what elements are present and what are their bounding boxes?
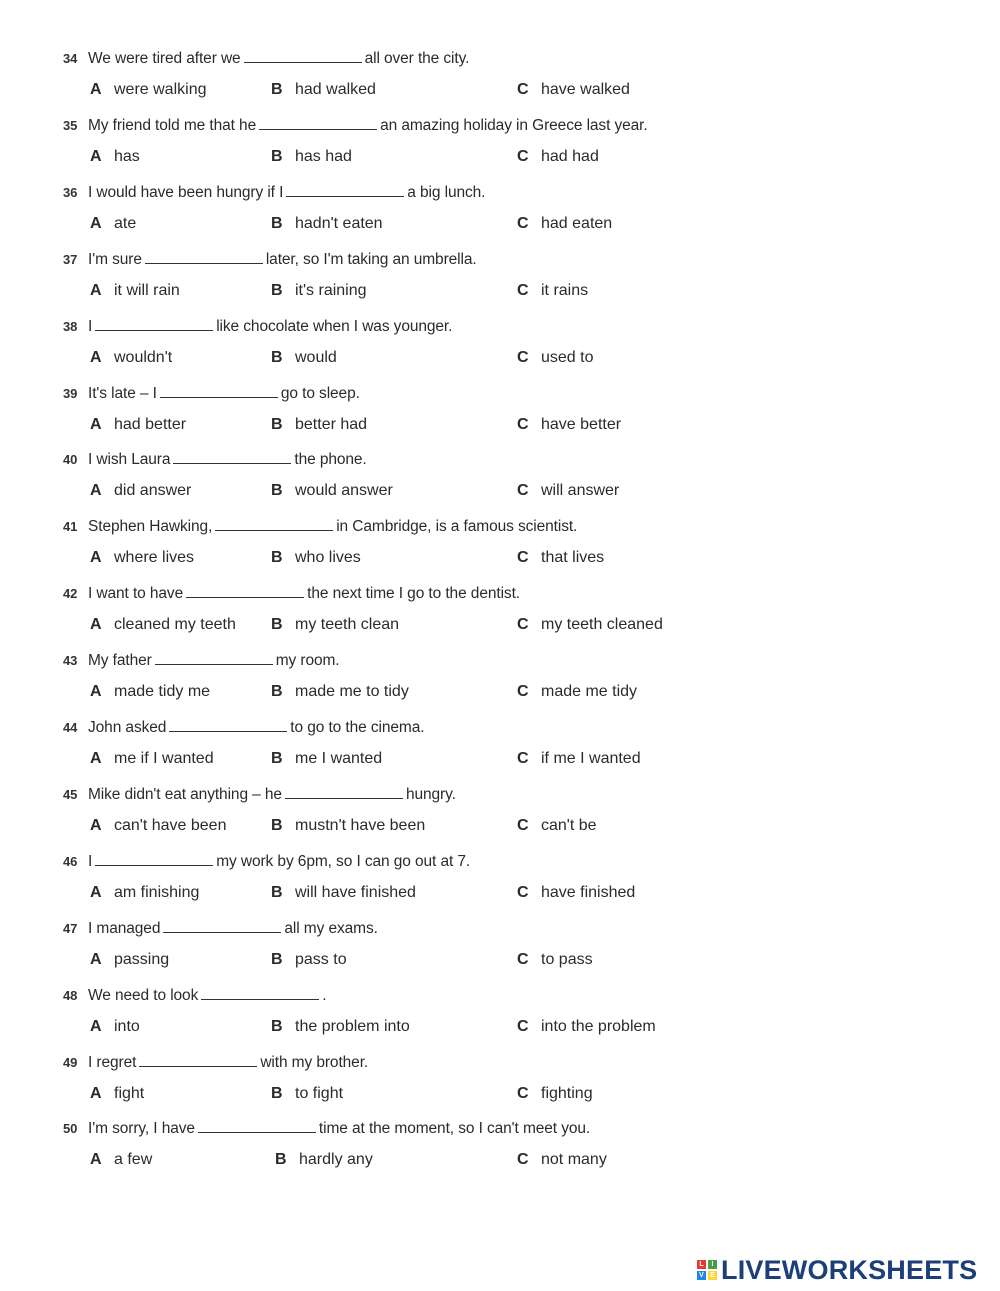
option-b[interactable] bbox=[271, 683, 409, 701]
option-c[interactable] bbox=[517, 215, 612, 233]
question-46 bbox=[63, 851, 470, 871]
option-letter: B bbox=[271, 415, 283, 433]
option-text: had had bbox=[541, 147, 599, 165]
option-letter: A bbox=[90, 950, 102, 968]
option-letter: C bbox=[517, 816, 529, 834]
question-text-after: to go to the cinema. bbox=[290, 719, 425, 736]
question-43 bbox=[63, 650, 340, 670]
option-b[interactable] bbox=[271, 817, 425, 835]
question-text-after: the next time I go to the dentist. bbox=[307, 585, 520, 603]
option-text: into bbox=[114, 1017, 140, 1035]
option-text: not many bbox=[541, 1151, 607, 1169]
question-text-after: in Cambridge, is a famous scientist. bbox=[336, 518, 578, 536]
option-letter: B bbox=[275, 1151, 287, 1169]
question-37 bbox=[63, 249, 477, 269]
question-text-before: I bbox=[88, 317, 93, 335]
question-number: 37 bbox=[63, 251, 78, 267]
option-letter: C bbox=[517, 348, 529, 366]
question-text-before: It's late – I bbox=[88, 384, 157, 402]
option-text: has had bbox=[295, 147, 352, 165]
option-text: me I wanted bbox=[295, 750, 383, 767]
option-c[interactable] bbox=[517, 349, 593, 367]
option-text: the problem into bbox=[295, 1017, 410, 1035]
option-letter: B bbox=[271, 147, 283, 165]
question-number: 46 bbox=[63, 853, 78, 869]
answer-blank[interactable] bbox=[286, 182, 404, 197]
option-a[interactable] bbox=[90, 1085, 144, 1103]
question-number: 35 bbox=[63, 117, 78, 133]
option-text: am finishing bbox=[114, 883, 200, 901]
option-c[interactable] bbox=[517, 616, 663, 634]
question-text-after: all over the city. bbox=[364, 50, 470, 67]
logo-text: LIVEWORKSHEETS bbox=[721, 1254, 978, 1285]
question-text-after: my room. bbox=[275, 652, 340, 670]
option-letter: C bbox=[517, 1017, 529, 1035]
option-text: fighting bbox=[541, 1084, 593, 1102]
option-letter: B bbox=[271, 1084, 283, 1102]
option-letter: C bbox=[517, 883, 529, 901]
question-number: 44 bbox=[63, 720, 78, 735]
question-number: 36 bbox=[63, 184, 78, 200]
option-text: can't have been bbox=[114, 816, 227, 834]
question-text-before: Stephen Hawking, bbox=[88, 518, 213, 536]
option-letter: B bbox=[271, 616, 283, 634]
option-a[interactable] bbox=[90, 148, 140, 166]
option-letter: C bbox=[517, 750, 529, 767]
option-a[interactable] bbox=[90, 416, 186, 434]
answer-blank[interactable] bbox=[160, 383, 278, 398]
option-letter: C bbox=[517, 281, 529, 299]
question-number: 41 bbox=[63, 519, 78, 535]
option-a[interactable] bbox=[90, 482, 191, 500]
logo-cell: E bbox=[708, 1271, 717, 1280]
question-number: 45 bbox=[63, 786, 78, 802]
question-text-after: like chocolate when I was younger. bbox=[216, 317, 453, 335]
question-text-before: I bbox=[88, 852, 93, 870]
question-44 bbox=[63, 717, 424, 737]
option-c[interactable] bbox=[517, 282, 588, 300]
question-number: 42 bbox=[63, 586, 78, 602]
option-text: had walked bbox=[295, 81, 376, 98]
option-text: it's raining bbox=[295, 281, 367, 299]
option-text: to pass bbox=[541, 950, 593, 968]
option-a[interactable] bbox=[90, 951, 169, 969]
question-34 bbox=[63, 48, 469, 68]
question-text-after: all my exams. bbox=[284, 919, 378, 937]
option-b[interactable] bbox=[271, 416, 367, 434]
option-text: made me to tidy bbox=[295, 683, 409, 701]
question-text-before: I'm sorry, I have bbox=[88, 1120, 195, 1138]
question-number: 38 bbox=[63, 318, 78, 334]
logo-cell: V bbox=[697, 1271, 706, 1280]
option-c[interactable] bbox=[517, 148, 599, 166]
question-text-after: with my brother. bbox=[260, 1053, 369, 1071]
option-c[interactable] bbox=[517, 1085, 593, 1103]
option-text: made tidy me bbox=[114, 683, 211, 701]
question-number: 48 bbox=[63, 987, 78, 1003]
question-40 bbox=[63, 449, 367, 469]
answer-blank[interactable] bbox=[163, 918, 281, 933]
option-letter: A bbox=[90, 348, 102, 366]
option-a[interactable] bbox=[90, 683, 210, 701]
option-letter: C bbox=[517, 950, 529, 968]
question-text-before: I want to have bbox=[88, 585, 184, 603]
option-b[interactable] bbox=[271, 215, 383, 233]
option-a[interactable] bbox=[90, 349, 172, 367]
answer-blank[interactable] bbox=[215, 516, 333, 531]
option-text: mustn't have been bbox=[295, 816, 426, 834]
option-letter: C bbox=[517, 482, 529, 500]
option-b[interactable] bbox=[271, 1085, 343, 1103]
option-a[interactable] bbox=[90, 817, 226, 835]
answer-blank[interactable] bbox=[95, 316, 213, 331]
option-text: were walking bbox=[114, 81, 207, 98]
option-text: have walked bbox=[541, 81, 630, 98]
logo-icon bbox=[697, 1260, 717, 1280]
option-text: wouldn't bbox=[114, 348, 173, 366]
option-a[interactable] bbox=[90, 1151, 152, 1169]
option-letter: A bbox=[90, 147, 102, 165]
answer-blank[interactable] bbox=[201, 985, 319, 1000]
answer-blank[interactable] bbox=[244, 48, 362, 63]
option-c[interactable] bbox=[517, 817, 597, 835]
option-b[interactable] bbox=[271, 349, 337, 367]
option-c[interactable] bbox=[517, 683, 637, 701]
answer-blank[interactable] bbox=[169, 717, 287, 732]
option-letter: A bbox=[90, 883, 102, 901]
option-b[interactable] bbox=[271, 1018, 410, 1036]
answer-blank[interactable] bbox=[285, 784, 403, 799]
option-a[interactable] bbox=[90, 616, 236, 634]
option-letter: C bbox=[517, 1084, 529, 1102]
option-text: has bbox=[114, 147, 140, 165]
option-b[interactable] bbox=[271, 951, 347, 969]
option-letter: B bbox=[271, 750, 283, 767]
option-letter: C bbox=[517, 81, 529, 98]
option-letter: A bbox=[90, 683, 102, 701]
option-letter: A bbox=[90, 1017, 102, 1035]
liveworksheets-logo bbox=[697, 1256, 977, 1284]
option-letter: B bbox=[271, 549, 283, 567]
question-50 bbox=[63, 1118, 590, 1138]
question-text-before: We need to look bbox=[88, 986, 199, 1004]
option-b[interactable] bbox=[271, 482, 393, 500]
answer-blank[interactable] bbox=[155, 650, 273, 665]
option-b[interactable] bbox=[271, 148, 352, 166]
option-b[interactable] bbox=[271, 616, 399, 634]
question-text-before: I wish Laura bbox=[88, 451, 171, 469]
option-a[interactable] bbox=[90, 549, 194, 567]
logo-cell: L bbox=[697, 1260, 706, 1269]
option-letter: A bbox=[90, 281, 102, 299]
option-c[interactable] bbox=[517, 1018, 656, 1036]
question-text-after: . bbox=[322, 986, 327, 1004]
question-text-after: a big lunch. bbox=[407, 183, 486, 201]
option-a[interactable] bbox=[90, 1018, 140, 1036]
option-text: ate bbox=[114, 214, 137, 232]
option-c[interactable] bbox=[517, 951, 593, 969]
option-a[interactable] bbox=[90, 282, 180, 300]
option-text: hadn't eaten bbox=[295, 214, 383, 232]
question-text-before: I managed bbox=[88, 919, 161, 937]
question-42 bbox=[63, 583, 520, 603]
option-b[interactable] bbox=[271, 884, 416, 902]
option-letter: A bbox=[90, 816, 102, 834]
option-text: hardly any bbox=[299, 1151, 373, 1169]
option-text: did answer bbox=[114, 482, 192, 500]
option-letter: A bbox=[90, 482, 102, 500]
answer-blank[interactable] bbox=[145, 249, 263, 264]
option-b[interactable] bbox=[275, 1151, 373, 1169]
option-b[interactable] bbox=[271, 81, 376, 99]
answer-blank[interactable] bbox=[173, 449, 291, 464]
answer-blank[interactable] bbox=[259, 115, 377, 130]
option-text: it will rain bbox=[114, 281, 180, 299]
option-text: have finished bbox=[541, 883, 636, 901]
question-text-before: I regret bbox=[88, 1053, 137, 1071]
option-letter: A bbox=[90, 1151, 102, 1169]
question-47 bbox=[63, 918, 378, 938]
option-letter: C bbox=[517, 214, 529, 232]
question-text-after: hungry. bbox=[405, 785, 456, 803]
option-b[interactable] bbox=[271, 549, 361, 567]
option-letter: A bbox=[90, 415, 102, 433]
option-text: me if I wanted bbox=[114, 750, 214, 767]
question-49 bbox=[63, 1052, 368, 1072]
question-text-before: John asked bbox=[88, 719, 167, 736]
option-text: who lives bbox=[295, 549, 361, 567]
option-letter: C bbox=[517, 1151, 529, 1169]
question-text-after: my work by 6pm, so I can go out at 7. bbox=[216, 852, 471, 870]
option-c[interactable] bbox=[517, 81, 630, 99]
question-text-before: My friend told me that he bbox=[88, 116, 257, 134]
question-35 bbox=[63, 115, 648, 135]
option-letter: A bbox=[90, 549, 102, 567]
option-letter: B bbox=[271, 81, 283, 98]
option-letter: B bbox=[271, 348, 283, 366]
option-c[interactable] bbox=[517, 482, 619, 500]
option-text: will have finished bbox=[295, 883, 416, 901]
option-letter: A bbox=[90, 81, 102, 98]
question-number: 47 bbox=[63, 920, 78, 936]
logo-cell: I bbox=[708, 1260, 717, 1269]
question-text-after: an amazing holiday in Greece last year. bbox=[380, 116, 648, 134]
option-text: to fight bbox=[295, 1084, 344, 1102]
option-a[interactable] bbox=[90, 750, 214, 768]
option-c[interactable] bbox=[517, 1151, 607, 1169]
option-letter: C bbox=[517, 147, 529, 165]
option-text: made me tidy bbox=[541, 683, 638, 701]
option-text: will answer bbox=[541, 482, 620, 500]
question-text-after: the phone. bbox=[294, 451, 367, 469]
question-38 bbox=[63, 316, 452, 336]
option-text: that lives bbox=[541, 549, 605, 567]
question-number: 40 bbox=[63, 452, 78, 468]
option-letter: C bbox=[517, 415, 529, 433]
option-letter: B bbox=[271, 816, 283, 834]
option-a[interactable] bbox=[90, 215, 136, 233]
option-text: my teeth cleaned bbox=[541, 616, 663, 634]
option-letter: B bbox=[271, 482, 283, 500]
option-letter: B bbox=[271, 950, 283, 968]
option-letter: A bbox=[90, 616, 102, 634]
answer-blank[interactable] bbox=[139, 1052, 257, 1067]
option-c[interactable] bbox=[517, 416, 621, 434]
option-text: have better bbox=[541, 415, 622, 433]
option-text: a few bbox=[114, 1151, 153, 1169]
option-text: passing bbox=[114, 950, 170, 968]
option-letter: C bbox=[517, 549, 529, 567]
option-text: used to bbox=[541, 348, 594, 366]
option-text: into the problem bbox=[541, 1017, 656, 1035]
question-number: 43 bbox=[63, 653, 78, 669]
option-c[interactable] bbox=[517, 750, 641, 768]
option-letter: B bbox=[271, 214, 283, 232]
option-text: had better bbox=[114, 415, 187, 433]
answer-blank[interactable] bbox=[95, 851, 213, 866]
option-letter: C bbox=[517, 616, 529, 634]
option-letter: B bbox=[271, 683, 283, 701]
option-a[interactable] bbox=[90, 81, 206, 99]
option-text: cleaned my teeth bbox=[114, 616, 236, 634]
option-text: better had bbox=[295, 415, 368, 433]
question-number: 39 bbox=[63, 385, 78, 401]
question-45 bbox=[63, 784, 456, 804]
question-36 bbox=[63, 182, 485, 202]
option-b[interactable] bbox=[271, 282, 367, 300]
question-text-after: go to sleep. bbox=[280, 384, 360, 402]
option-letter: B bbox=[271, 883, 283, 901]
option-c[interactable] bbox=[517, 884, 635, 902]
question-39 bbox=[63, 383, 360, 403]
question-text-after: time at the moment, so I can't meet you. bbox=[318, 1120, 591, 1138]
question-48 bbox=[63, 985, 326, 1005]
option-letter: C bbox=[517, 683, 529, 701]
option-b[interactable] bbox=[271, 750, 382, 768]
option-text: had eaten bbox=[541, 214, 613, 232]
option-text: would bbox=[295, 348, 337, 366]
option-letter: B bbox=[271, 1017, 283, 1035]
option-text: fight bbox=[114, 1084, 145, 1102]
option-letter: A bbox=[90, 1084, 102, 1102]
option-text: can't be bbox=[541, 816, 597, 834]
answer-blank[interactable] bbox=[198, 1118, 316, 1133]
question-number: 49 bbox=[63, 1054, 78, 1070]
option-a[interactable] bbox=[90, 884, 199, 902]
question-text-before: We were tired after we bbox=[88, 50, 241, 67]
question-text-before: I'm sure bbox=[88, 250, 142, 268]
question-text-before: Mike didn't eat anything – he bbox=[88, 785, 282, 803]
question-41 bbox=[63, 516, 577, 536]
option-letter: A bbox=[90, 750, 102, 767]
option-c[interactable] bbox=[517, 549, 604, 567]
question-text-before: I would have been hungry if I bbox=[88, 183, 284, 201]
question-text-after: later, so I'm taking an umbrella. bbox=[265, 250, 477, 268]
question-text-before: My father bbox=[88, 652, 152, 670]
option-letter: B bbox=[271, 281, 283, 299]
option-text: pass to bbox=[295, 950, 347, 968]
option-letter: A bbox=[90, 214, 102, 232]
option-text: where lives bbox=[114, 549, 195, 567]
option-text: it rains bbox=[541, 281, 589, 299]
answer-blank[interactable] bbox=[186, 583, 304, 598]
option-text: if me I wanted bbox=[541, 750, 641, 767]
question-number: 50 bbox=[63, 1121, 78, 1137]
question-number: 34 bbox=[63, 51, 78, 66]
option-text: would answer bbox=[295, 482, 393, 500]
option-text: my teeth clean bbox=[295, 616, 400, 634]
